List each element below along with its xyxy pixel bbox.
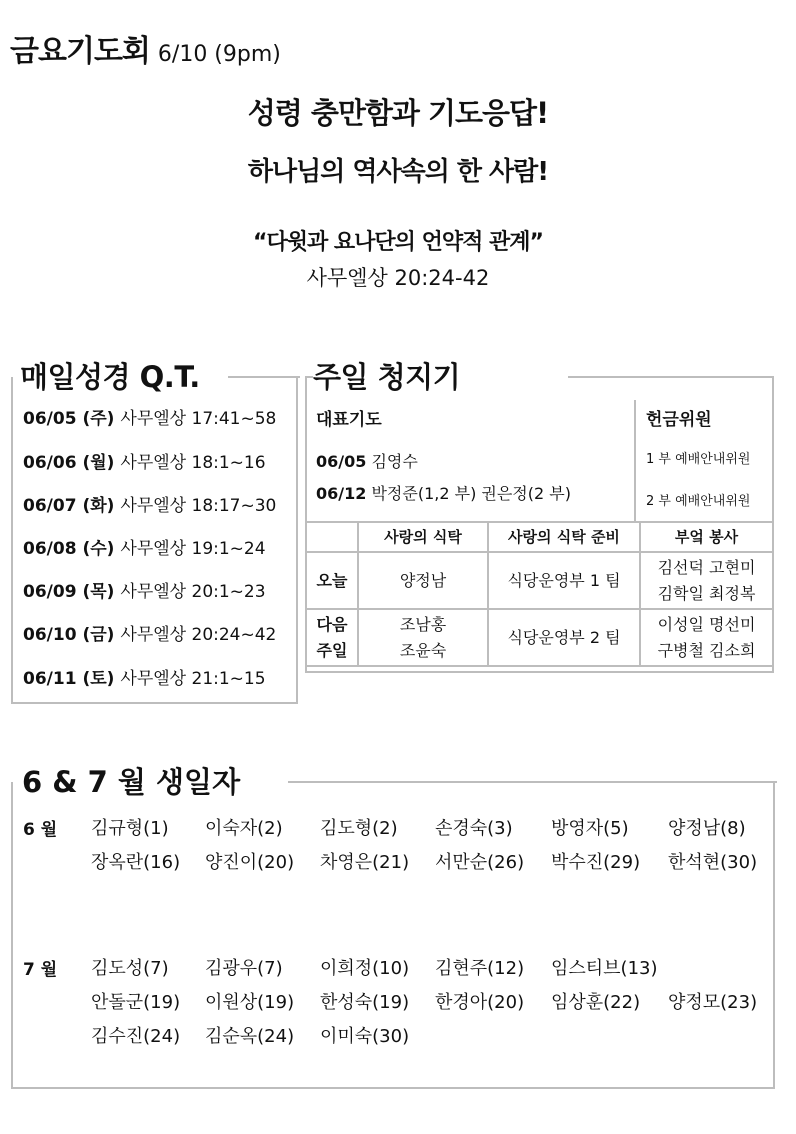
slogan-1: 성령 충만함과 기도응답! <box>247 96 549 130</box>
table-header: 부엌 봉사 <box>640 522 773 552</box>
birthday-name: 장옥란(16) <box>91 852 181 873</box>
birthday-name: 김광우(7) <box>205 958 283 979</box>
qt-item <box>23 404 276 429</box>
qt-ref: 사무엘상 19:1~24 <box>120 539 266 559</box>
offering-label: 헌금위원 <box>646 410 712 430</box>
birthday-name: 방영자(5) <box>551 818 629 839</box>
offering-item: 2 부 예배안내위원 <box>646 494 751 509</box>
sermon-title: “다윗과 요나단의 언약적 관계” <box>253 230 543 255</box>
table-header: 사랑의 식탁 <box>358 522 488 552</box>
qt-item <box>23 620 276 645</box>
birthday-name: 임상훈(22) <box>551 992 641 1013</box>
table-header-row <box>306 522 773 552</box>
sunday-heading: 주일 청지기 <box>313 355 470 396</box>
birthday-name: 김도성(7) <box>91 958 169 979</box>
service-date: 6/10 (9pm) <box>157 42 281 67</box>
birthday-name: 김도형(2) <box>320 818 398 839</box>
birthday-name: 이미숙(30) <box>320 1026 410 1047</box>
column-divider <box>634 400 636 522</box>
birthday-name: 임스티브(13) <box>551 958 658 979</box>
birthday-name: 김현주(12) <box>435 958 525 979</box>
sermon-reference: 사무엘상 20:24-42 <box>306 266 490 290</box>
birthday-name: 한경아(20) <box>435 992 525 1013</box>
qt-ref: 사무엘상 18:17~30 <box>120 496 277 516</box>
qt-item <box>23 534 266 559</box>
qt-item <box>23 491 276 516</box>
qt-divider <box>228 376 300 378</box>
qt-date: 06/09 (목) <box>23 582 115 602</box>
table-cell: 식당운영부 2 팀 <box>488 609 640 666</box>
kitchen-names: 구병철 김소희 <box>657 640 756 660</box>
prayer-date: 06/05 <box>316 452 367 471</box>
birthday-name: 이희정(10) <box>320 958 410 979</box>
table-row <box>306 552 773 609</box>
birthday-name: 한성숙(19) <box>320 992 410 1013</box>
month-label-july: 7 월 <box>23 960 58 980</box>
prayer-item <box>316 449 418 472</box>
table-cell: 양정남 <box>358 552 488 609</box>
qt-date: 06/06 (월) <box>23 453 115 473</box>
birthday-name: 김규형(1) <box>91 818 169 839</box>
offering-item: 1 부 예배안내위원 <box>646 452 751 467</box>
prayer-date: 06/12 <box>316 484 367 503</box>
service-table <box>305 521 774 667</box>
heading-gap <box>470 370 568 380</box>
prayer-label: 대표기도 <box>316 410 382 430</box>
page-title <box>10 26 281 70</box>
qt-date: 06/05 (주) <box>23 409 115 429</box>
kitchen-names: 이성일 명선미 <box>657 614 756 634</box>
month-label-june: 6 월 <box>23 820 58 840</box>
birthday-name: 이원상(19) <box>205 992 295 1013</box>
birthday-name: 차영은(21) <box>320 852 410 873</box>
table-cell <box>358 609 488 666</box>
slogan-2: 하나님의 역사속의 한 사람! <box>247 157 549 187</box>
table-name: 조남홍 <box>399 614 447 634</box>
qt-item <box>23 448 266 473</box>
qt-date: 06/11 (토) <box>23 669 115 689</box>
birthday-heading: 6 & 7 월 생일자 <box>22 760 240 801</box>
table-cell <box>640 609 773 666</box>
birthday-name: 안돌군(19) <box>91 992 181 1013</box>
birthday-name: 박수진(29) <box>551 852 641 873</box>
prayer-item <box>316 481 571 504</box>
birthday-name: 양진이(20) <box>205 852 295 873</box>
table-name: 조윤숙 <box>399 640 447 660</box>
qt-ref: 사무엘상 20:1~23 <box>120 582 266 602</box>
birthday-divider <box>288 781 777 783</box>
qt-heading: 매일성경 Q.T. <box>20 355 200 396</box>
kitchen-names: 김선덕 고현미 <box>657 557 756 577</box>
birthday-name: 김순옥(24) <box>205 1026 295 1047</box>
table-header <box>306 522 358 552</box>
table-header: 사랑의 식탁 준비 <box>488 522 640 552</box>
birthday-name: 양정모(23) <box>668 992 758 1013</box>
birthday-name: 이숙자(2) <box>205 818 283 839</box>
birthday-name: 손경숙(3) <box>435 818 513 839</box>
qt-item <box>23 664 266 689</box>
row-label: 오늘 <box>306 552 358 609</box>
prayer-names: 박정준(1,2 부) 권은정(2 부) <box>371 484 571 503</box>
table-row <box>306 609 773 666</box>
birthday-name: 서만순(26) <box>435 852 525 873</box>
qt-ref: 사무엘상 18:1~16 <box>120 453 266 473</box>
table-cell: 식당운영부 1 팀 <box>488 552 640 609</box>
birthday-name: 한석현(30) <box>668 852 758 873</box>
qt-date: 06/08 (수) <box>23 539 115 559</box>
qt-item <box>23 577 266 602</box>
birthday-name: 양정남(8) <box>668 818 746 839</box>
row-label: 다음 주일 <box>306 609 358 666</box>
qt-ref: 사무엘상 21:1~15 <box>120 669 266 689</box>
qt-date: 06/10 (금) <box>23 625 115 645</box>
qt-ref: 사무엘상 17:41~58 <box>120 409 277 429</box>
kitchen-names: 김학일 최정복 <box>657 583 756 603</box>
service-title: 금요기도회 <box>10 34 150 69</box>
qt-date: 06/07 (화) <box>23 496 115 516</box>
prayer-names: 김영수 <box>371 452 418 471</box>
birthday-name: 김수진(24) <box>91 1026 181 1047</box>
qt-ref: 사무엘상 20:24~42 <box>120 625 277 645</box>
table-cell <box>640 552 773 609</box>
